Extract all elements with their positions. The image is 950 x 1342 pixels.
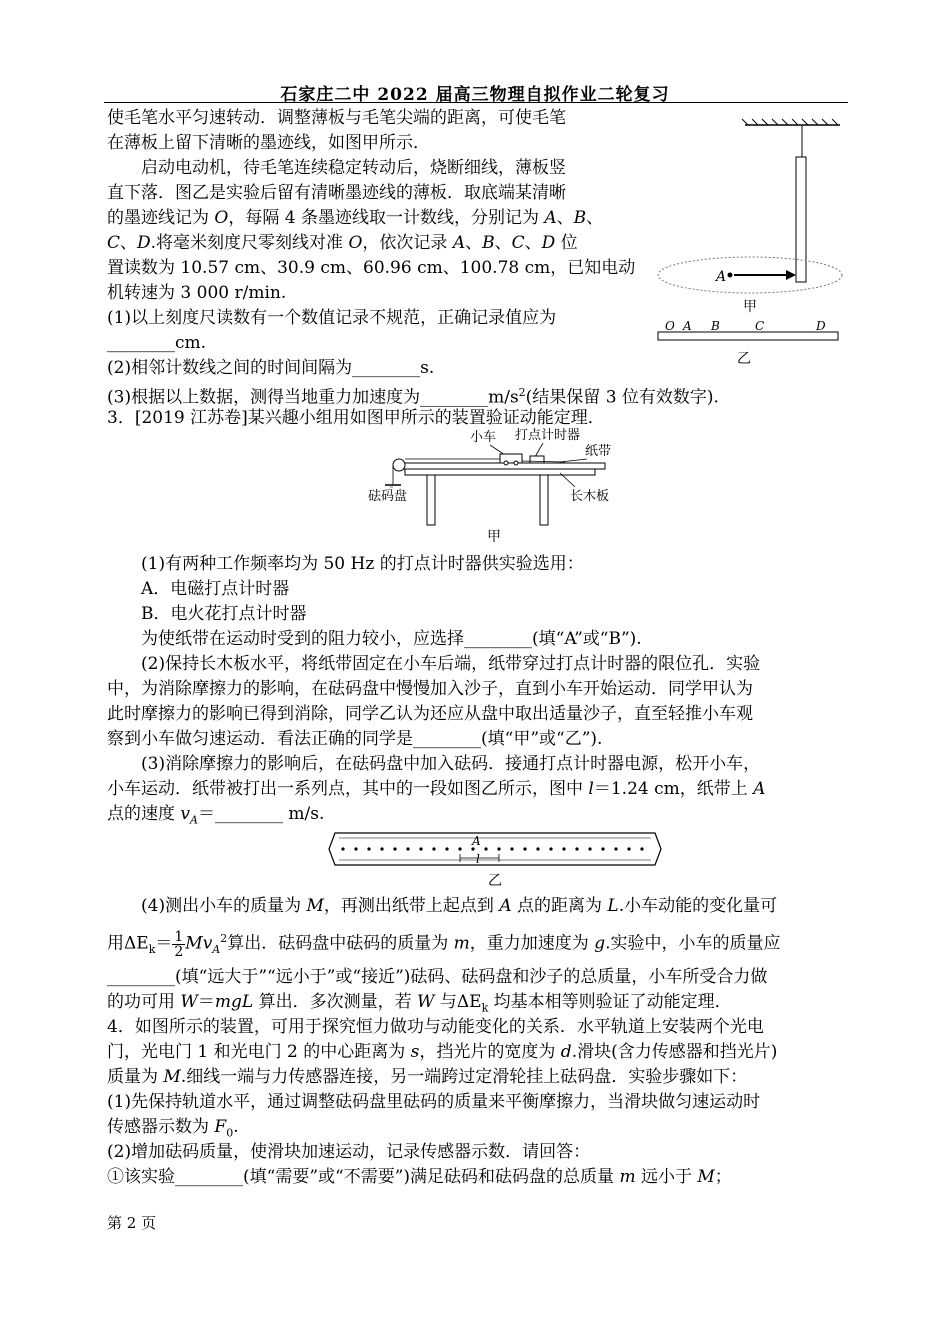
- ruler-tick-D: D: [816, 319, 826, 333]
- header-rule: [104, 102, 848, 103]
- figure-ruler-marks: [655, 318, 845, 373]
- p2-q1: (1)以上刻度尺读数有一个数值记录不规范，正确记录值应为: [107, 308, 557, 328]
- answer-blank: ________: [107, 333, 175, 353]
- p4-line-4: (1)先保持轨道水平，通过调整砝码盘里砝码的质量来平衡摩擦力，当滑块做匀速运动时: [107, 1092, 761, 1112]
- p3-option-b: B．电火花打点计时器: [141, 604, 307, 624]
- p4-line-7: ①该实验________(填“需要”或“不需要”)满足砝码和砝码盘的总质量 m 远小于 M；: [107, 1167, 732, 1187]
- p2-line-2: 在薄板上留下清晰的墨迹线，如图甲所示．: [107, 133, 430, 153]
- answer-blank: ________: [464, 629, 532, 649]
- page-number: 第 2 页: [107, 1214, 157, 1232]
- label-timer: 打点计时器: [515, 428, 581, 443]
- p3-s4-line-4: 的功可用 W＝mgL 算出．多次测量，若 W 与$\Delta E_k$ 均基本相等则验证了动能定理．: [107, 992, 732, 1015]
- p3-s3-line-1: (3)消除摩擦力的影响后，在砝码盘中加入砝码．接通打点计时器电源，松开小车，: [141, 754, 761, 774]
- p3-s3-line-3: 点的速度 $v_A=\_\_\_\_\_\_\_\_$ m/s.: [107, 804, 325, 827]
- p3-s4-line-1: (4)测出小车的质量为 M，再测出纸带上起点到 A 点的距离为 L.小车动能的变化量可: [141, 896, 778, 916]
- fig-jia-arrow-label: A: [716, 269, 727, 285]
- p3-s3-line-2: 小车运动．纸带被打出一系列点，其中的一段如图乙所示，图中 l＝1.24 cm，纸带上 A: [107, 779, 766, 799]
- p3-s4-line-2: 用$\Delta E_k=$ $\frac{1}{2}$ $Mv_A^2$算出．砝码盘中砝码的质量为 m，重力加速度为 g.实验中，小车的质量应: [107, 928, 781, 960]
- p3-option-a: A．电磁打点计时器: [141, 579, 290, 599]
- page-header-title: 石家庄二中 2022 届高三物理自拟作业二轮复习: [280, 85, 670, 105]
- ruler-tick-A: A: [683, 319, 692, 333]
- ruler-tick-B: B: [711, 319, 720, 333]
- p4-line-2: 门，光电门 1 和光电门 2 的中心距离为 s，挡光片的宽度为 d.滑块(含力传感器和挡光片): [107, 1042, 778, 1062]
- p3-title: 3．[2019 江苏卷]某兴趣小组用如图甲所示的装置验证动能定理．: [107, 408, 605, 428]
- p3-s1-question: 为使纸带在运动时受到的阻力较小，应选择________(填“A”或“B”).: [141, 629, 642, 649]
- answer-blank: ________: [352, 358, 421, 378]
- p2-line-6: C、D.将毫米刻度尺零刻线对准 O，依次记录 A、B、C、D 位: [107, 233, 578, 253]
- label-tray: 砝码盘: [368, 489, 408, 504]
- figure-paper-tape: [325, 825, 665, 890]
- ruler-tick-C: C: [755, 319, 765, 333]
- answer-blank: ________: [214, 804, 283, 824]
- figure-cart-apparatus: [365, 425, 635, 545]
- p2-line-4: 直下落．图乙是实验后留有清晰墨迹线的薄板．取底端某清晰: [107, 183, 566, 203]
- label-tape: 纸带: [585, 444, 612, 459]
- label-board: 长木板: [570, 489, 610, 504]
- p2-line-3: 启动电动机，待毛笔连续稳定转动后，烧断细线，薄板竖: [141, 158, 566, 178]
- p2-line-1: 使毛笔水平匀速转动．调整薄板与毛笔尖端的距离，可使毛笔: [107, 108, 566, 128]
- p4-line-5: 传感器示数为 $F_0$.: [107, 1117, 239, 1140]
- p2-line-5: 的墨迹线记为 O，每隔 4 条墨迹线取一计数线，分别记为 A、B、: [107, 208, 604, 228]
- p3-s2-line-1: (2)保持长木板水平，将纸带固定在小车后端，纸带穿过打点计时器的限位孔．实验: [141, 654, 761, 674]
- label-car: 小车: [470, 430, 497, 445]
- fig-jia-caption: 甲: [743, 299, 757, 315]
- fraction-one-half: $\frac{1}{2}$: [174, 928, 184, 960]
- p4-line-3: 质量为 M.细线一端与力传感器连接，另一端跨过定滑轮挂上砝码盘．实验步骤如下：: [107, 1067, 748, 1087]
- p3-s4-line-3: ________(填“远大于”“远小于”或“接近”)砝码、砝码盘和沙子的总质量，小车所受合力做: [107, 967, 768, 987]
- tape-point-A: A: [472, 834, 481, 848]
- answer-blank: ________: [107, 967, 175, 987]
- p3-s2-line-4: 察到小车做匀速运动．看法正确的同学是________(填“甲”或“乙”).: [107, 729, 603, 749]
- answer-blank: ________: [175, 1167, 243, 1187]
- answer-blank: ________: [420, 387, 489, 408]
- p2-q3: (3)根据以上数据，测得当地重力加速度为$\_\_\_\_\_\_\_\_m/s^2$(结果保留 3 位有效数字).: [107, 386, 719, 408]
- p4-line-1: 4．如图所示的装置，可用于探究恒力做功与动能变化的关系．水平轨道上安装两个光电: [107, 1017, 764, 1037]
- p2-line-7: 置读数为 10.57 cm、30.9 cm、60.96 cm、100.78 cm，已知电动: [107, 258, 636, 278]
- p3-s2-line-3: 此时摩擦力的影响已得到消除，同学乙认为还应从盘中取出适量沙子，直至轻推小车观: [107, 704, 753, 724]
- p3-s1: (1)有两种工作频率均为 50 Hz 的打点计时器供实验选用：: [141, 554, 584, 574]
- tape-length-l: l: [476, 852, 480, 866]
- fig-yi-caption: 乙: [737, 351, 751, 367]
- tape-caption: 乙: [488, 873, 502, 889]
- fig-cart-caption: 甲: [487, 529, 501, 545]
- p2-line-8: 机转速为 3 000 r/min.: [107, 283, 287, 303]
- ruler-tick-O: O: [665, 319, 675, 333]
- p2-q2: (2)相邻计数线之间的时间间隔为________s.: [107, 358, 435, 378]
- p3-s2-line-2: 中，为消除摩擦力的影响，在砝码盘中慢慢加入沙子，直到小车开始运动．同学甲认为: [107, 679, 753, 699]
- p2-q1-answer: ________cm.: [107, 333, 207, 353]
- p4-line-6: (2)增加砝码质量，使滑块加速运动，记录传感器示数．请回答：: [107, 1142, 591, 1162]
- answer-blank: ________: [413, 729, 481, 749]
